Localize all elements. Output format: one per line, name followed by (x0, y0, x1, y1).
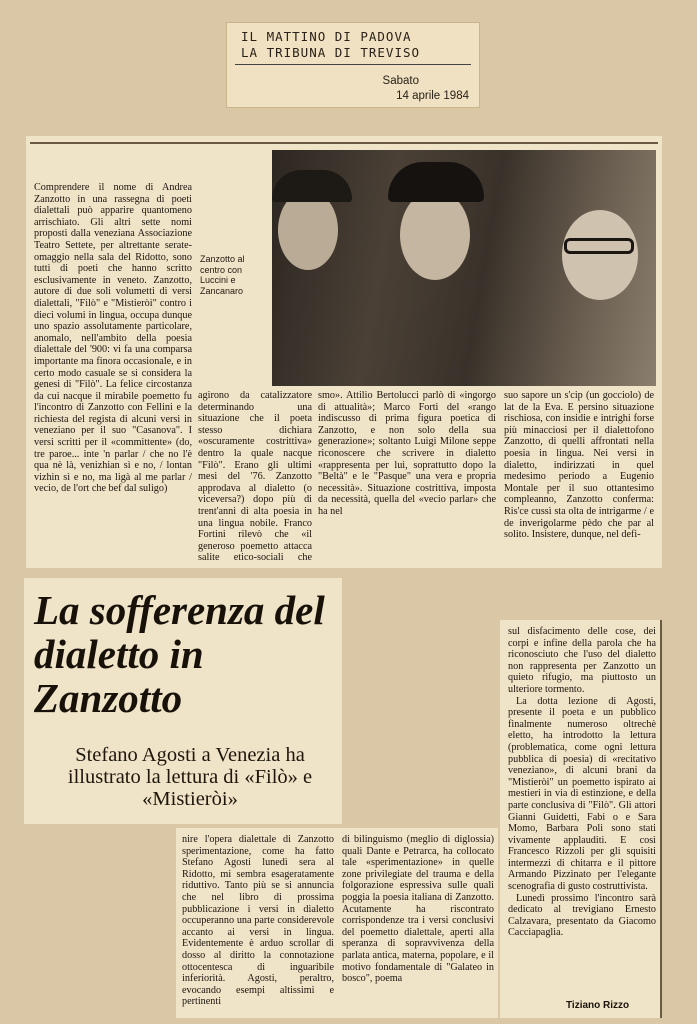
article-column-3 (318, 390, 496, 564)
column-7c-text: Lunedì prossimo l'incontro sarà dedicato al trevigiano Ernesto Calzavara, presentato da Giacomo Cacciapaglia. (508, 892, 656, 939)
column-1-text: Comprendere il nome di Andrea Zanzotto in una rassegna di poeti dialettali può apparire quantomeno arrischiato. Gli altri sette nomi proposti dalla veneziana Associazione Teatro Settete, per altrettante serate-omaggio nella sala del Ridotto, sono tutti di poeti che hanno scritto esclusivamente in veneto. Zanzotto, autore di due soli volumetti di versi dialettali, "Filò" e "Mistieròi" contro i dieci volumi in lingua, occupa dunque uno spazio assolutamente particolare, anomalo, nell'ambito della poesia dialettale del '900: vi fa una comparsa importante ma finora occasionale, e in certo modo casuale se si considera la genesi di "Filò". La felice circostanza da cui nacque il mirabile poemetto fu l'incontro di Zanzotto con Fellini e la richiesta del regista di alcuni versi in veneziano per il suo "Casanova". I versi scritti per il «committente» (do, tre paroe... inte 'n parlar / che no l'è qua nè là, venizhian sì e no, / lontan vizhin sì e no, ma ligà al me parlar / vecio, de l'ort che bef dal suligo) (34, 182, 192, 495)
publication-date: 14 aprile 1984 (396, 90, 469, 102)
article-column-5 (182, 834, 334, 1014)
person-right (562, 210, 638, 300)
headline: La sofferenza del dialetto in Zanzotto (34, 587, 325, 721)
article-column-6 (342, 834, 494, 1014)
column-6-text: di bilinguismo (meglio di diglossia) quali Dante e Petrarca, ha collocato tale «sperimentazione» in quelle zone privilegiate del trauma e della folgorazione espressiva sulle quali poggia la poesia italiana di Zanzotto. Acutamente ha riscontrato corrispondenze tra i versi conclusivi del poemetto dialettale, aperti alla speranza di sopravvivenza della parlata antica, materna, popolare, e il motivo fondamentale di "Galateo in bosco", poema (342, 834, 494, 985)
right-rule (660, 620, 662, 1018)
person-left (278, 190, 338, 270)
article-photo (272, 150, 656, 386)
newspaper-name-1: IL MATTINO DI PADOVA (241, 29, 412, 44)
hat-left (272, 170, 352, 202)
glasses (564, 238, 634, 254)
column-5-text: nire l'opera dialettale di Zanzotto sperimentazione, come ha fatto Stefano Agosti lunedì sera al Ridotto, mi sembra esageratamente riduttivo. Tanto più se si annuncia che nel libro di prossima pubblicazione i versi in dialetto occuperanno una parte considerevole accanto ai versi in lingua. Evidentemente è arduo scrollar di dosso al diritto la connotazione ottocentesca di inguaribile inferiorità. Agosti, peraltro, evocando esempi altissimi e pertinenti (182, 834, 334, 1008)
newspaper-name-2: LA TRIBUNA DI TREVISO (241, 45, 421, 60)
top-rule (30, 142, 658, 144)
label-rule (235, 64, 471, 65)
column-4-text: suo sapore un s'cip (un gocciolo) de lat de la Eva. E persino situazione rischiosa, con insidie e intrighi forse più minacciosi per il dialettofono Zanzotto, di quelli affrontati nella poesia in lingua. Nei versi in dialetto, indirizzati in quel medesimo periodo a Eugenio Montale per il suo ottantesimo compleanno, Zanzotto conferma: Ris'ce cussì sta olta de intrigarme / e de inverigolarme pèdo che par al solito. Insistere, dunque, nel defi- (504, 390, 654, 541)
photo-caption: Zanzotto al centro con Luccini e Zancanaro (200, 254, 245, 296)
column-7a-text: sul disfacimento delle cose, dei corpi e infine della parola che ha riconosciuto che l'uso del dialetto non rappresenta per Zanzotto un quieto rifugio, ma piuttosto un ulteriore tormento. (508, 626, 656, 695)
subheadline: Stefano Agosti a Venezia ha illustrato la lettura di «Filò» e «Mistieròi» (67, 744, 313, 810)
article-column-1 (34, 182, 192, 562)
column-7b-text: La dotta lezione di Agosti, presente il poeta e un pubblico finalmente numeroso oltrechè eletto, ha introdotto la lettura (problematica, come ogni lettura pubblica di poesia) di «recitativo veneziano», di alcuni brani da "Mistieròi" un poemetto ispirato ai mestieri in via di estinzione, e della parte conclusiva di "Filò". Gli attori Gianni Guidetti, Fabi o e Sara Momo, Barbara Poli sono stati vivamente applauditi. E così Francesco Rizzoli per gli squisiti intermezzi di chitarra e il pittore Armando Pizzinato per l'elegante scenografia di gusto costruttivista. (508, 695, 656, 893)
publication-day: Sabato (382, 75, 419, 87)
person-center (400, 190, 470, 280)
column-3-text: smo». Attilio Bertolucci parlò di «ingorgo di attualità»; Marco Forti del «rango indiscusso di prima figura poetica di Zanzotto, e non solo della sua generazione»; soltanto Luigi Milone seppe riconoscere che scrivere in dialetto «rappresenta per lui, soprattutto dopo la "Beltà" e le "Pasque" una vera e propria necessità». Situazione costrittiva, imposta da necessità, quella del «vecio parlar» che ha nel (318, 390, 496, 517)
article-column-2 (198, 390, 312, 564)
column-2-text: agirono da catalizzatore determinando una situazione che il poeta stesso dichiara «oscuramente costrittiva» dentro la quale nacque "Filò". Erano gli ultimi mesi del '76. Zanzotto approdava al dialetto (o viceversa?) dopo più di trent'anni di alta poesia in una lingua nobile. Franco Fortini rilevò che «il generoso poemetto attacca salite etico-sociali che (198, 390, 312, 564)
hat-center (388, 162, 484, 202)
author-signature: Tiziano Rizzo (566, 1000, 630, 1011)
article-column-4 (504, 390, 654, 564)
source-label (226, 22, 480, 108)
article-column-7 (508, 626, 656, 998)
